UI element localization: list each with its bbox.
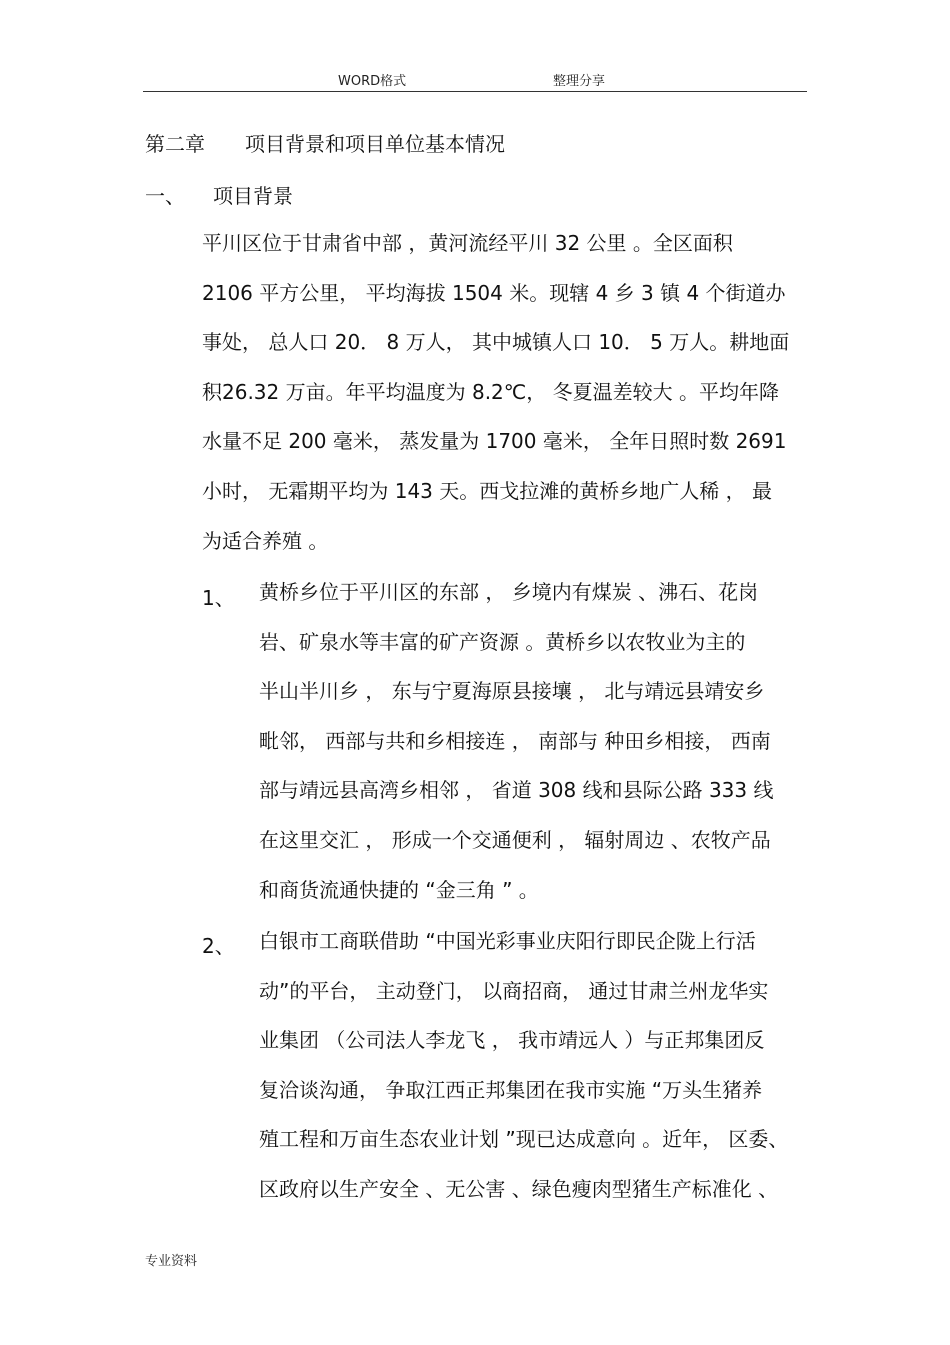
header-left-text: WORD格式 — [338, 74, 407, 89]
chapter-number: 第二章 — [145, 132, 205, 156]
paragraph-line: 为适合养殖 。 — [202, 528, 329, 553]
paragraph-line: 小时， 无霜期平均为 143 天。西戈拉滩的黄桥乡地广人稀 ， 最 — [202, 478, 772, 503]
paragraph-line: 半山半川乡 ， 东与宁夏海原县接壤 ， 北与靖远县靖安乡 — [259, 679, 765, 704]
paragraph-line: 复洽谈沟通， 争取江西正邦集团在我市实施 “万头生猪养 — [259, 1077, 763, 1102]
header-divider — [143, 91, 807, 92]
paragraph-line: 事处， 总人口 20． 8 万人， 其中城镇人口 10． 5 万人。耕地面 — [202, 330, 790, 355]
paragraph-line: 和商货流通快捷的 “金三角 ” 。 — [259, 877, 539, 902]
list-item-number: 2、 — [202, 934, 235, 958]
chapter-heading — [145, 128, 505, 157]
list-item-body — [259, 568, 774, 915]
chapter-title: 项目背景和项目单位基本情况 — [245, 132, 505, 156]
paragraph-line: 平川区位于甘肃省中部 ，黄河流经平川 32 公里 。全区面积 — [202, 231, 733, 255]
list-item-body — [259, 917, 788, 1215]
section-number: 一、 — [145, 184, 185, 208]
paragraph-line: 2106 平方公里， 平均海拔 1504 米。现辖 4 乡 3 镇 4 个街道办 — [202, 280, 786, 305]
paragraph-line: 动”的平台， 主动登门， 以商招商， 通过甘肃兰州龙华实 — [259, 978, 769, 1003]
paragraph-line: 毗邻， 西部与共和乡相接连 ， 南部与 种田乡相接， 西南 — [259, 728, 771, 753]
section-heading — [145, 180, 293, 209]
paragraph-line: 区政府以生产安全 、无公害 、绿色瘦肉型猪生产标准化 、 — [259, 1176, 779, 1201]
paragraph-line: 在这里交汇 ， 形成一个交通便利 ， 辐射周边 、农牧产品 — [259, 827, 771, 852]
intro-paragraph — [202, 219, 789, 566]
paragraph-line: 白银市工商联借助 “中国光彩事业庆阳行即民企陇上行活 — [259, 929, 756, 953]
paragraph-line: 岩、矿泉水等丰富的矿产资源 。黄桥乡以农牧业为主的 — [259, 629, 746, 654]
paragraph-line: 黄桥乡位于平川区的东部 ， 乡境内有煤炭 、沸石、花岗 — [259, 580, 759, 604]
paragraph-line: 水量不足 200 毫米， 蒸发量为 1700 毫米， 全年日照时数 2691 — [202, 429, 787, 454]
paragraph-line: 业集团 （公司法人李龙飞 ， 我市靖远人 ）与正邦集团反 — [259, 1028, 765, 1053]
list-item-number: 1、 — [202, 586, 235, 610]
header-right-text: 整理分享 — [553, 74, 606, 89]
section-title: 项目背景 — [213, 184, 293, 208]
paragraph-line: 部与靖远县高湾乡相邻 ， 省道 308 线和县际公路 333 线 — [259, 778, 774, 803]
footer-text: 专业资料 — [145, 1254, 198, 1269]
paragraph-line: 积26.32 万亩。年平均温度为 8.2℃， 冬夏温差较大 。平均年降 — [202, 379, 779, 404]
paragraph-line: 殖工程和万亩生态农业计划 ”现已达成意向 。近年， 区委、 — [259, 1127, 789, 1152]
